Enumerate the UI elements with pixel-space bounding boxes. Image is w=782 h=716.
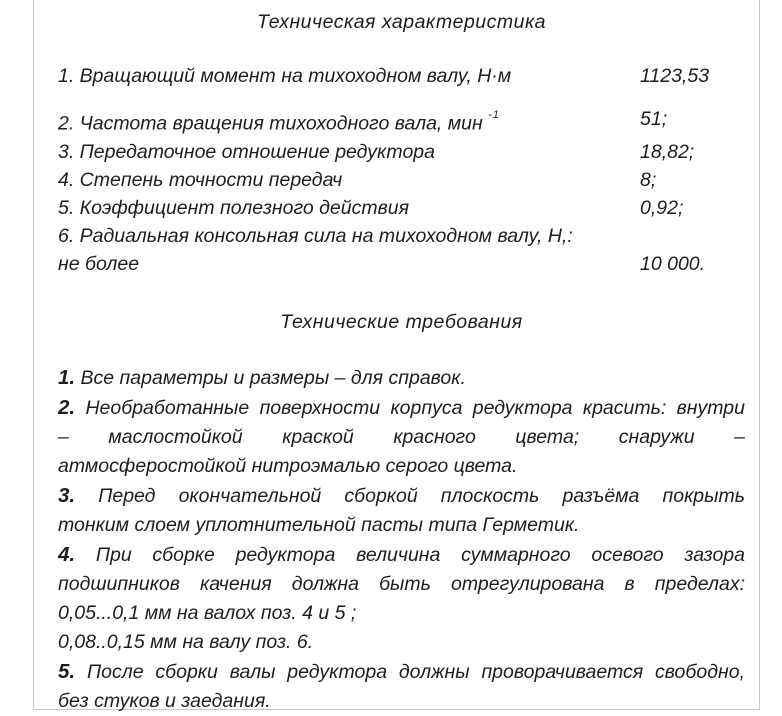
requirement-line bbox=[58, 511, 745, 540]
characteristic-label: 3. Передаточное отношение редуктора bbox=[58, 140, 435, 163]
requirement-text: тонким слоем уплотнительной пасты типа Герметик. bbox=[58, 513, 580, 536]
requirement-item bbox=[58, 540, 745, 657]
characteristic-row bbox=[58, 222, 745, 250]
requirement-number: 5. bbox=[58, 659, 76, 683]
characteristic-value: 18,82; bbox=[640, 140, 695, 163]
characteristic-row bbox=[58, 166, 745, 194]
requirement-text: При сборке редуктора величина суммарного осевого зазора bbox=[95, 543, 745, 566]
characteristic-label bbox=[58, 105, 640, 138]
requirement-text: Перед окончательной сборкой плоскость разъёма покрыть bbox=[98, 484, 745, 507]
characteristic-row bbox=[58, 194, 745, 222]
characteristic-value: 10 000. bbox=[640, 252, 706, 275]
characteristic-row bbox=[58, 138, 745, 166]
requirement-text: 0,05...0,1 мм на валох поз. 4 и 5 ; bbox=[58, 601, 357, 624]
requirement-text: Все параметры и размеры – для справок. bbox=[80, 366, 466, 389]
requirement-line bbox=[58, 363, 745, 393]
requirements-title: Технические требования bbox=[280, 310, 523, 333]
characteristic-value bbox=[640, 222, 745, 250]
characteristic-label-text: 2. Частота вращения тихоходного вала, мин bbox=[58, 112, 483, 135]
characteristic-label: 4. Степень точности передач bbox=[58, 168, 343, 191]
requirement-text: подшипников качения должна быть отрегулирована в пределах: bbox=[58, 572, 745, 595]
characteristic-value: 1123,53 bbox=[640, 65, 710, 87]
requirement-line bbox=[58, 628, 745, 657]
characteristic-label: 5. Коэффициент полезного действия bbox=[58, 196, 410, 219]
requirements-list bbox=[58, 363, 745, 716]
requirement-number: 2. bbox=[58, 395, 76, 419]
characteristic-label: 1. Вращающий момент на тихоходном валу, Н·м bbox=[58, 65, 512, 87]
characteristic-value: 0,92; bbox=[640, 196, 684, 219]
characteristic-row bbox=[58, 250, 745, 278]
requirement-text: без стуков и заедания. bbox=[58, 689, 271, 712]
requirement-number: 4. bbox=[58, 542, 76, 566]
requirement-number: 1. bbox=[58, 365, 76, 389]
requirement-item bbox=[58, 657, 745, 716]
requirement-number: 3. bbox=[58, 483, 76, 507]
characteristic-label: не более bbox=[58, 252, 140, 275]
characteristic-value: 51; bbox=[640, 108, 668, 130]
characteristics-title: Техническая характеристика bbox=[256, 11, 547, 33]
characteristic-row bbox=[58, 62, 745, 90]
characteristic-value: 8; bbox=[640, 168, 657, 191]
requirement-item bbox=[58, 481, 745, 540]
requirement-line bbox=[58, 481, 745, 511]
characteristic-label: 6. Радиальная консольная сила на тихоходном валу, Н,: bbox=[58, 224, 573, 247]
characteristics-list bbox=[58, 62, 745, 278]
requirement-line bbox=[58, 393, 745, 423]
drawing-frame bbox=[33, 0, 760, 710]
requirement-item bbox=[58, 393, 745, 481]
requirement-text: После сборки валы редуктора должны проворачивается свободно, bbox=[86, 660, 745, 683]
requirement-line bbox=[58, 570, 745, 599]
requirement-text: атмосферостойкой нитроэмалью серого цвета. bbox=[58, 454, 518, 477]
requirement-text: – маслостойкой краской красного цвета; снаружи – bbox=[58, 425, 745, 448]
requirement-text: Необработанные поверхности корпуса редуктора красить: внутри bbox=[85, 396, 745, 419]
requirement-item bbox=[58, 363, 745, 393]
technical-text-block bbox=[34, 0, 759, 716]
requirement-line bbox=[58, 540, 745, 570]
requirement-text: 0,08..0,15 мм на валу поз. 6. bbox=[58, 630, 314, 653]
requirement-line bbox=[58, 657, 745, 687]
characteristic-row bbox=[58, 105, 745, 138]
requirement-line bbox=[58, 452, 745, 481]
requirement-line bbox=[58, 423, 745, 452]
superscript-exponent: -1 bbox=[488, 109, 500, 121]
requirement-line bbox=[58, 687, 745, 716]
requirement-line bbox=[58, 599, 745, 628]
